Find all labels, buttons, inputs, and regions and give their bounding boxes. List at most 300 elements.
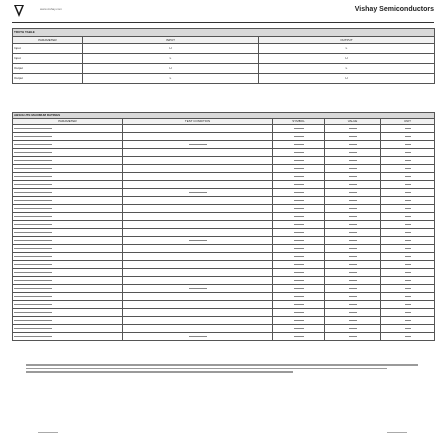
table-row [13, 181, 435, 189]
cell-text [14, 144, 52, 145]
table-cell: L [259, 44, 435, 54]
cell-text [349, 128, 357, 129]
table-cell [325, 149, 381, 157]
table-cell [13, 125, 123, 133]
cell-text [349, 328, 357, 329]
cell-text [349, 216, 357, 217]
table-cell [325, 293, 381, 301]
table-cell [123, 301, 273, 309]
cell-text [405, 160, 411, 161]
table-cell [381, 269, 435, 277]
truth-table [12, 28, 435, 84]
table-cell [325, 325, 381, 333]
cell-text [294, 168, 304, 169]
header-rule [12, 22, 434, 23]
cell-text [14, 312, 52, 313]
table-cell [325, 197, 381, 205]
table-cell [13, 301, 123, 309]
table-cell: L [259, 64, 435, 74]
table-row [13, 44, 435, 54]
table-cell [273, 157, 325, 165]
cell-text [405, 256, 411, 257]
cell-text [294, 312, 304, 313]
cell-text [405, 224, 411, 225]
table-row [13, 317, 435, 325]
cell-text [14, 208, 52, 209]
column-header: INPUT [83, 37, 259, 44]
table-cell [325, 333, 381, 341]
cell-text [405, 152, 411, 153]
cell-text [14, 296, 52, 297]
table-cell [325, 125, 381, 133]
cell-text [349, 304, 357, 305]
cell-text [349, 144, 357, 145]
cell-text [405, 192, 411, 193]
table-cell [13, 181, 123, 189]
logo-caption[interactable]: www.vishay.com [40, 7, 62, 11]
table-cell [123, 197, 273, 205]
footer-mark-right [387, 432, 407, 433]
cell-text [294, 128, 304, 129]
table-row [13, 229, 435, 237]
table-cell [123, 253, 273, 261]
table-cell [325, 317, 381, 325]
cell-text [189, 288, 207, 289]
table-cell [13, 237, 123, 245]
cell-text [349, 256, 357, 257]
cell-text [14, 264, 52, 265]
table-cell: Input [13, 54, 83, 64]
table-cell [273, 333, 325, 341]
column-header: UNIT [381, 119, 435, 125]
cell-text [294, 296, 304, 297]
table-cell [13, 325, 123, 333]
table-title: ABSOLUTE MAXIMUM RATINGS [13, 113, 435, 119]
table-cell [325, 189, 381, 197]
cell-text [294, 152, 304, 153]
cell-text [14, 128, 52, 129]
cell-text [349, 264, 357, 265]
table-cell [13, 149, 123, 157]
cell-text [349, 248, 357, 249]
table-cell [123, 157, 273, 165]
cell-text [14, 232, 52, 233]
table-cell [123, 309, 273, 317]
cell-text [349, 240, 357, 241]
cell-text [405, 208, 411, 209]
table-cell [273, 173, 325, 181]
table-cell [381, 301, 435, 309]
table-cell [13, 205, 123, 213]
cell-text [294, 264, 304, 265]
table-cell [325, 261, 381, 269]
table-cell [381, 173, 435, 181]
table-cell [381, 133, 435, 141]
table-cell [273, 213, 325, 221]
table-cell [273, 277, 325, 285]
table-cell [381, 325, 435, 333]
cell-text [294, 176, 304, 177]
cell-text [294, 288, 304, 289]
table-cell [273, 261, 325, 269]
cell-text [14, 272, 52, 273]
table-cell [123, 165, 273, 173]
table-cell: L [83, 74, 259, 84]
page-header [12, 4, 434, 22]
column-header: SYMBOL [273, 119, 325, 125]
cell-text [294, 240, 304, 241]
table-row [13, 309, 435, 317]
cell-text [14, 336, 52, 337]
footer-mark-left [38, 432, 58, 433]
table-cell [273, 197, 325, 205]
table-cell [123, 221, 273, 229]
table-row [13, 64, 435, 74]
table-cell [273, 245, 325, 253]
table-cell [123, 141, 273, 149]
table-row [13, 213, 435, 221]
cell-text [405, 272, 411, 273]
table-row [13, 173, 435, 181]
cell-text [294, 192, 304, 193]
table-row [13, 54, 435, 64]
table-cell [13, 333, 123, 341]
table-row [13, 197, 435, 205]
table-cell [13, 261, 123, 269]
table-cell: Output [13, 64, 83, 74]
cell-text [405, 216, 411, 217]
table-cell [13, 197, 123, 205]
cell-text [349, 288, 357, 289]
cell-text [14, 136, 52, 137]
table-cell [13, 213, 123, 221]
table-cell [123, 261, 273, 269]
table-cell [381, 165, 435, 173]
footnotes [26, 364, 418, 375]
table-cell: H [83, 64, 259, 74]
cell-text [349, 168, 357, 169]
cell-text [294, 136, 304, 137]
cell-text [294, 272, 304, 273]
absolute-maximum-ratings-table [12, 112, 435, 341]
cell-text [349, 208, 357, 209]
cell-text [405, 312, 411, 313]
cell-text [14, 248, 52, 249]
brand-name: Vishay Semiconductors [354, 6, 434, 13]
ratings-body [13, 125, 435, 341]
table-cell [123, 213, 273, 221]
cell-text [349, 280, 357, 281]
table-row [13, 285, 435, 293]
table-cell [381, 221, 435, 229]
cell-text [405, 136, 411, 137]
cell-text [294, 208, 304, 209]
cell-text [14, 328, 52, 329]
cell-text [294, 320, 304, 321]
table-cell [123, 181, 273, 189]
table-cell [13, 141, 123, 149]
cell-text [349, 224, 357, 225]
table-cell [381, 205, 435, 213]
table-title: TRUTH TABLE [13, 29, 435, 37]
cell-text [189, 144, 207, 145]
table-row [13, 149, 435, 157]
table-row [13, 333, 435, 341]
table-cell [325, 213, 381, 221]
table-cell [381, 277, 435, 285]
table-cell [325, 253, 381, 261]
cell-text [349, 200, 357, 201]
table-row [13, 261, 435, 269]
cell-text [349, 232, 357, 233]
table-cell [381, 285, 435, 293]
table-cell [381, 197, 435, 205]
table-row [13, 253, 435, 261]
cell-text [294, 144, 304, 145]
table-cell [381, 125, 435, 133]
cell-text [349, 192, 357, 193]
table-cell [273, 309, 325, 317]
table-cell [325, 285, 381, 293]
cell-text [349, 320, 357, 321]
cell-text [294, 232, 304, 233]
table-cell [273, 149, 325, 157]
cell-text [14, 168, 52, 169]
table-cell [325, 301, 381, 309]
table-row [13, 269, 435, 277]
cell-text [14, 280, 52, 281]
table-cell [325, 237, 381, 245]
table-row [13, 325, 435, 333]
column-header: VALUE [325, 119, 381, 125]
table-cell [273, 125, 325, 133]
table-cell [273, 165, 325, 173]
cell-text [189, 192, 207, 193]
cell-text [14, 192, 52, 193]
cell-text [294, 256, 304, 257]
table-cell [123, 293, 273, 301]
footnote-line [26, 364, 418, 366]
cell-text [349, 184, 357, 185]
table-cell [273, 141, 325, 149]
table-cell [123, 205, 273, 213]
cell-text [349, 272, 357, 273]
table-cell [325, 157, 381, 165]
cell-text [405, 200, 411, 201]
cell-text [405, 336, 411, 337]
table-cell [381, 317, 435, 325]
column-header: OUTPUT [259, 37, 435, 44]
cell-text [14, 288, 52, 289]
table-cell [273, 189, 325, 197]
table-row [13, 221, 435, 229]
table-cell [273, 237, 325, 245]
table-cell [123, 173, 273, 181]
table-row [13, 125, 435, 133]
table-cell [325, 141, 381, 149]
cell-text [405, 240, 411, 241]
cell-text [405, 304, 411, 305]
table-cell [13, 133, 123, 141]
footnote-line [26, 371, 293, 373]
table-cell [325, 245, 381, 253]
cell-text [405, 280, 411, 281]
table-cell: Output [13, 74, 83, 84]
table-cell [13, 245, 123, 253]
cell-text [14, 200, 52, 201]
table-row [13, 74, 435, 84]
table-cell [273, 301, 325, 309]
table-cell: H [259, 54, 435, 64]
table-row [13, 157, 435, 165]
table-cell [13, 309, 123, 317]
cell-text [14, 224, 52, 225]
table-row [13, 133, 435, 141]
table-cell [381, 245, 435, 253]
table-cell [13, 285, 123, 293]
cell-text [349, 160, 357, 161]
table-cell: L [83, 54, 259, 64]
cell-text [189, 240, 207, 241]
table-cell: Input [13, 44, 83, 54]
table-cell: H [259, 74, 435, 84]
table-cell [381, 189, 435, 197]
cell-text [349, 336, 357, 337]
table-cell [13, 173, 123, 181]
table-cell [123, 229, 273, 237]
table-cell [273, 293, 325, 301]
cell-text [294, 336, 304, 337]
table-cell [325, 221, 381, 229]
column-header: PARAMETER [13, 37, 83, 44]
table-cell [381, 149, 435, 157]
cell-text [405, 128, 411, 129]
table-cell [381, 181, 435, 189]
table-cell [325, 309, 381, 317]
table-cell [273, 181, 325, 189]
cell-text [14, 304, 52, 305]
cell-text [349, 136, 357, 137]
cell-text [14, 160, 52, 161]
table-cell [325, 165, 381, 173]
cell-text [294, 280, 304, 281]
cell-text [405, 184, 411, 185]
cell-text [405, 328, 411, 329]
table-cell [13, 253, 123, 261]
table-row [13, 293, 435, 301]
cell-text [349, 152, 357, 153]
cell-text [294, 304, 304, 305]
table-cell [381, 237, 435, 245]
cell-text [349, 312, 357, 313]
cell-text [405, 320, 411, 321]
table-row [13, 245, 435, 253]
cell-text [14, 240, 52, 241]
table-cell [13, 229, 123, 237]
table-row [13, 301, 435, 309]
table-cell [273, 133, 325, 141]
table-row [13, 237, 435, 245]
table-cell [325, 269, 381, 277]
cell-text [405, 248, 411, 249]
table-cell [273, 229, 325, 237]
table-cell [13, 189, 123, 197]
table-cell [325, 133, 381, 141]
cell-text [405, 232, 411, 233]
table-cell [123, 245, 273, 253]
cell-text [189, 336, 207, 337]
table-cell [273, 325, 325, 333]
table-cell: H [83, 44, 259, 54]
table-cell [123, 317, 273, 325]
table-cell [381, 141, 435, 149]
table-cell [325, 181, 381, 189]
table-cell [381, 309, 435, 317]
table-cell [325, 173, 381, 181]
table-cell [381, 213, 435, 221]
table-cell [123, 333, 273, 341]
table-cell [325, 205, 381, 213]
table-cell [123, 285, 273, 293]
table-cell [381, 157, 435, 165]
table-cell [123, 269, 273, 277]
table-cell [13, 157, 123, 165]
cell-text [294, 328, 304, 329]
table-cell [325, 229, 381, 237]
table-cell [381, 261, 435, 269]
table-cell [273, 317, 325, 325]
cell-text [294, 224, 304, 225]
table-row [13, 141, 435, 149]
table-cell [13, 293, 123, 301]
cell-text [294, 200, 304, 201]
cell-text [405, 176, 411, 177]
footnote-line [26, 368, 387, 370]
table-cell [123, 133, 273, 141]
table-cell [123, 149, 273, 157]
table-cell [123, 189, 273, 197]
table-cell [381, 229, 435, 237]
table-cell [13, 269, 123, 277]
table-cell [381, 333, 435, 341]
table-cell [381, 293, 435, 301]
cell-text [405, 168, 411, 169]
table-cell [123, 125, 273, 133]
table-row [13, 205, 435, 213]
cell-text [14, 256, 52, 257]
table-cell [13, 165, 123, 173]
table-cell [273, 205, 325, 213]
cell-text [294, 184, 304, 185]
cell-text [405, 288, 411, 289]
table-cell [13, 221, 123, 229]
cell-text [349, 296, 357, 297]
table-cell [273, 269, 325, 277]
cell-text [14, 184, 52, 185]
table-cell [123, 325, 273, 333]
cell-text [14, 320, 52, 321]
table-row [13, 165, 435, 173]
table-cell [325, 277, 381, 285]
table-cell [273, 221, 325, 229]
table-cell [123, 277, 273, 285]
cell-text [294, 160, 304, 161]
table-cell [273, 253, 325, 261]
cell-text [405, 144, 411, 145]
table-cell [273, 285, 325, 293]
cell-text [14, 216, 52, 217]
column-header: PARAMETER [13, 119, 123, 125]
